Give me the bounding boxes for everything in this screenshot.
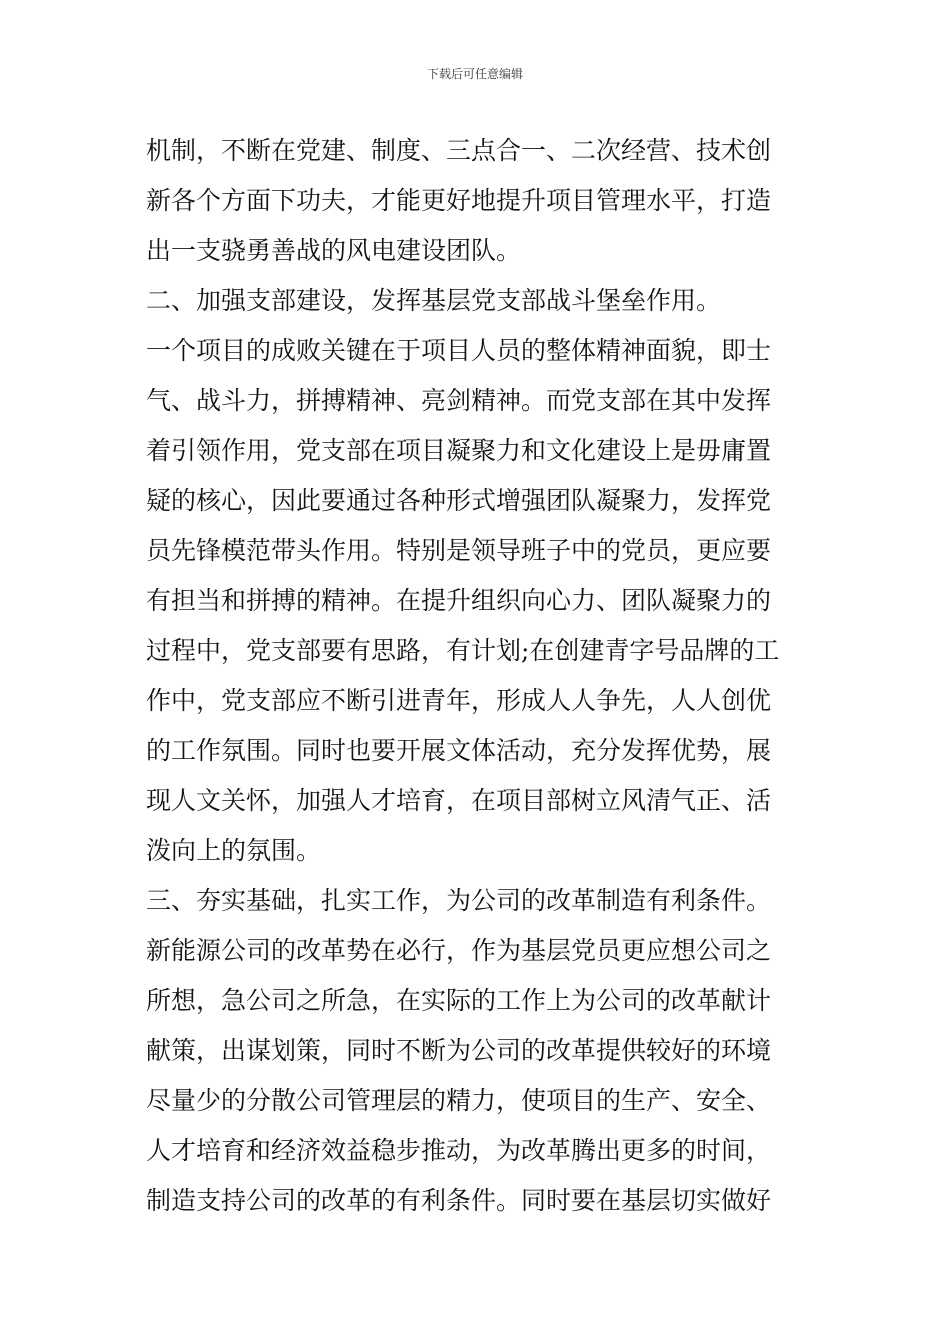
text-line: 新能源公司的改革势在必行，作为基层党员更应想公司之: [146, 936, 772, 965]
text-line: 尽量少的分散公司管理层的精力，使项目的生产、安全、: [146, 1086, 772, 1115]
text-line: 人才培育和经济效益稳步推动，为改革腾出更多的时间，: [146, 1136, 772, 1165]
section-heading: 二、加强支部建设，发挥基层党支部战斗堡垒作用。: [146, 286, 722, 315]
text-line: 现人文关怀，加强人才培育，在项目部树立风清气正、活: [146, 786, 772, 815]
text-line: 作中，党支部应不断引进青年，形成人人争先，人人创优: [146, 686, 772, 715]
text-line: 新各个方面下功夫，才能更好地提升项目管理水平，打造: [146, 186, 772, 215]
text-line: 气、战斗力，拼搏精神、亮剑精神。而党支部在其中发挥: [146, 386, 772, 415]
document-body: [146, 126, 808, 1226]
section-heading: 三、夯实基础，扎实工作，为公司的改革制造有利条件。: [146, 886, 772, 915]
text-line: 一个项目的成败关键在于项目人员的整体精神面貌，即士: [146, 336, 772, 365]
text-line: 制造支持公司的改革的有利条件。同时要在基层切实做好: [146, 1186, 772, 1215]
text-line: 机制，不断在党建、制度、三点合一、二次经营、技术创: [146, 136, 772, 165]
text-line: 的工作氛围。同时也要开展文体活动，充分发挥优势，展: [146, 736, 772, 765]
text-line: 出一支骁勇善战的风电建设团队。: [146, 236, 522, 265]
text-line: 过程中，党支部要有思路，有计划;在创建青字号品牌的工: [146, 636, 780, 665]
text-line: 员先锋模范带头作用。特别是领导班子中的党员，更应要: [146, 536, 772, 565]
text-line: 所想，急公司之所急，在实际的工作上为公司的改革献计: [146, 986, 772, 1015]
text-line: 着引领作用，党支部在项目凝聚力和文化建设上是毋庸置: [146, 436, 772, 465]
text-line: 献策，出谋划策，同时不断为公司的改革提供较好的环境: [146, 1036, 772, 1065]
text-line: 有担当和拼搏的精神。在提升组织向心力、团队凝聚力的: [146, 586, 772, 615]
page-header: 下载后可任意编辑: [426, 67, 523, 81]
text-line: 疑的核心，因此要通过各种形式增强团队凝聚力，发挥党: [146, 486, 772, 515]
text-line: 泼向上的氛围。: [146, 836, 322, 865]
